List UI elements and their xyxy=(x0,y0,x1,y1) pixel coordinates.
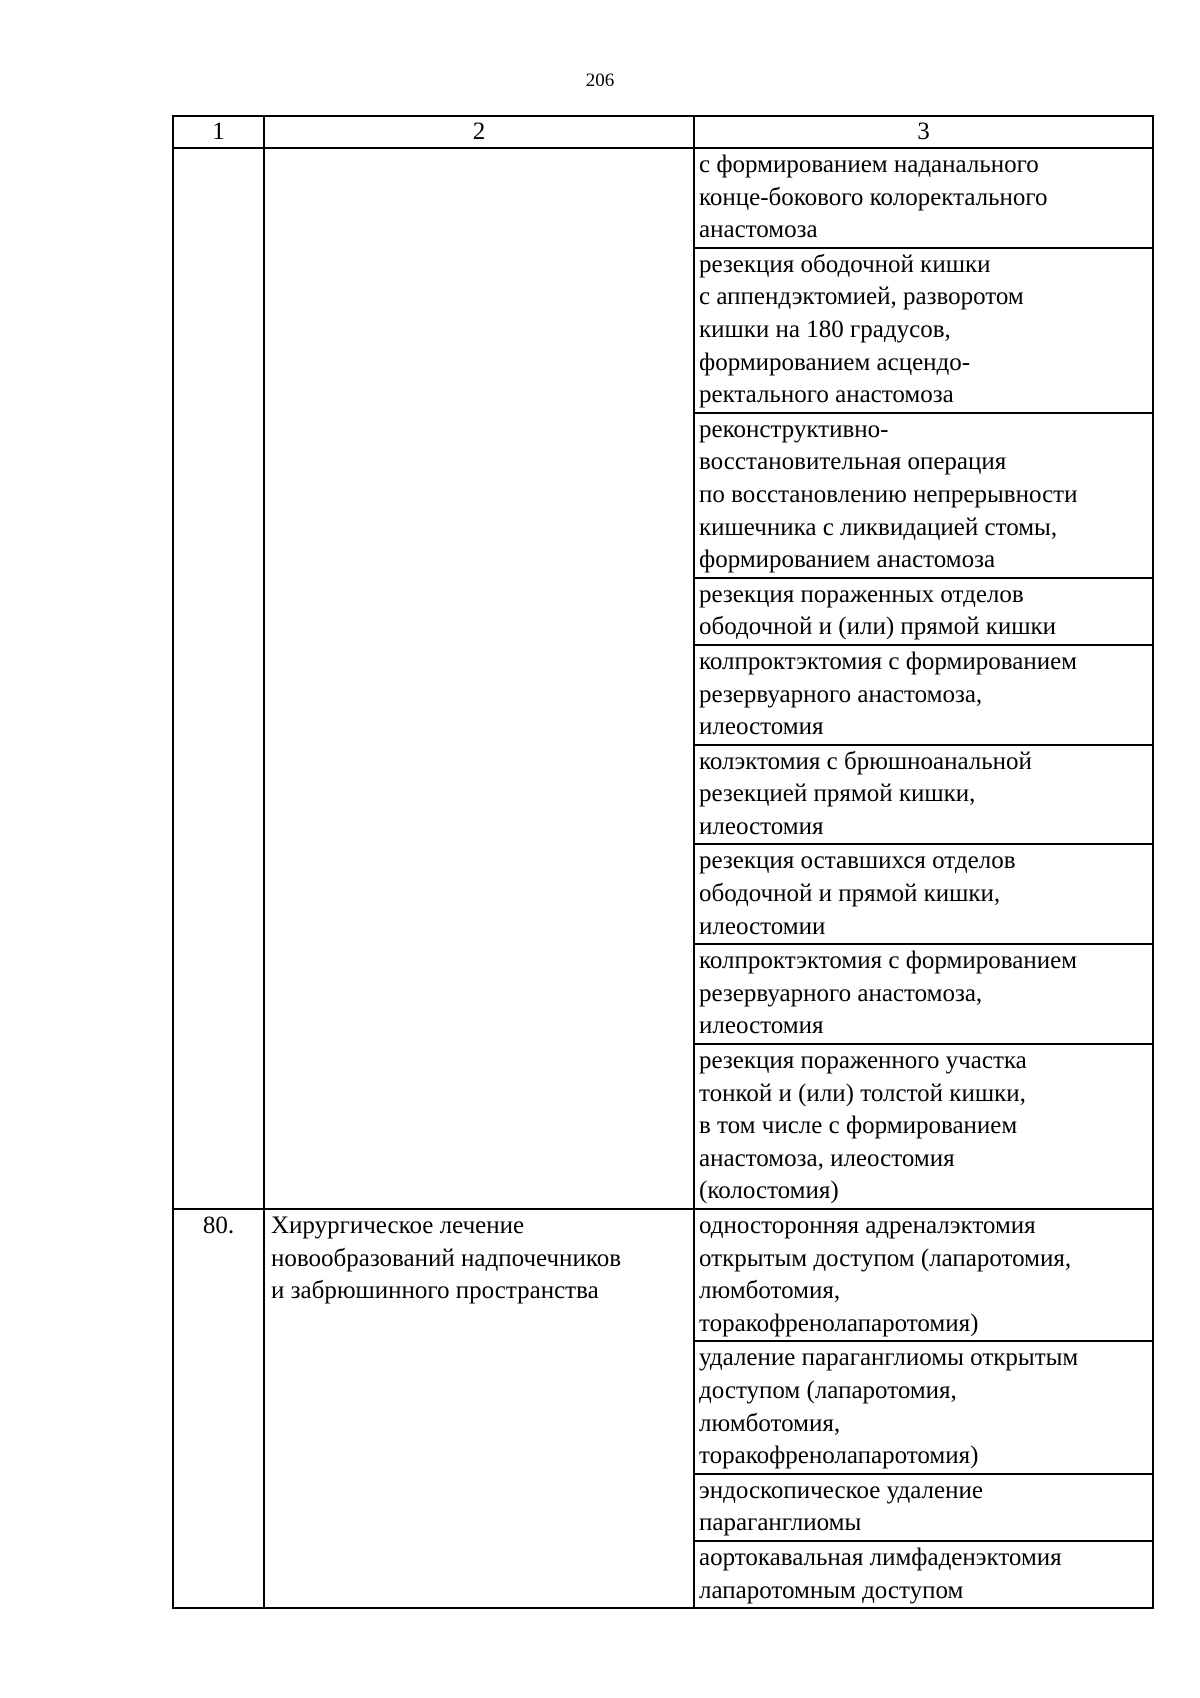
method-line: ободочной и прямой кишки, xyxy=(699,880,1001,908)
method-line: кишки на 180 градусов, xyxy=(699,315,951,343)
method-line: формированием асцендо- xyxy=(699,348,971,376)
method-line: торакофренолапаротомия) xyxy=(699,1309,979,1337)
cell-method xyxy=(694,413,1153,578)
cell-name xyxy=(264,148,694,1209)
table-row xyxy=(173,148,1153,248)
method-line: конце-бокового колоректального xyxy=(699,183,1048,211)
method-line: с формированием наданального xyxy=(699,151,1039,178)
method-line: односторонняя адреналэктомия xyxy=(699,1212,1036,1239)
cell-method xyxy=(694,1209,1153,1341)
cell-method xyxy=(694,844,1153,944)
method-line: параганглиомы xyxy=(699,1509,862,1537)
method-line: по восстановлению непрерывности xyxy=(699,480,1078,508)
method-line: илеостомия xyxy=(699,812,824,840)
header-row xyxy=(173,116,1153,148)
method-line: восстановительная операция xyxy=(699,448,1007,476)
cell-method xyxy=(694,944,1153,1044)
method-line: резервуарного анастомоза, xyxy=(699,680,983,708)
method-line: ректального анастомоза xyxy=(699,381,954,409)
name-line: Хирургическое лечение xyxy=(271,1212,525,1239)
name-line: и забрюшинного пространства xyxy=(271,1277,599,1305)
cell-method xyxy=(694,1541,1153,1608)
method-line: тонкой и (или) толстой кишки, xyxy=(699,1079,1026,1107)
method-line: эндоскопическое удаление xyxy=(699,1476,983,1504)
method-line: резервуарного анастомоза, xyxy=(699,979,983,1007)
name-line: новообразований надпочечников xyxy=(271,1244,621,1272)
method-line: резекция пораженных отделов xyxy=(699,580,1024,608)
method-line: ободочной и (или) прямой кишки xyxy=(699,613,1057,641)
method-line: люмботомия, xyxy=(699,1277,841,1305)
cell-method xyxy=(694,148,1153,248)
header-col-1: 1 xyxy=(173,116,264,148)
method-line: торакофренолапаротомия) xyxy=(699,1442,979,1470)
method-line: формированием анастомоза xyxy=(699,546,996,574)
procedures-table xyxy=(172,115,1154,1609)
cell-method xyxy=(694,1474,1153,1541)
method-line: илеостомия xyxy=(699,1012,824,1040)
method-line: (колостомия) xyxy=(699,1177,839,1205)
method-line: удаление параганглиомы открытым xyxy=(699,1344,1079,1372)
method-line: илеостомии xyxy=(699,912,826,940)
header-col-2: 2 xyxy=(264,116,694,148)
method-line: резекция ободочной кишки xyxy=(699,250,991,278)
cell-method xyxy=(694,745,1153,845)
method-line: открытым доступом (лапаротомия, xyxy=(699,1244,1072,1272)
method-line: аортокавальная лимфаденэктомия xyxy=(699,1543,1062,1571)
method-line: резекцией прямой кишки, xyxy=(699,780,976,808)
method-line: реконструктивно- xyxy=(699,415,889,443)
header-col-3: 3 xyxy=(694,116,1153,148)
method-line: анастомоза, илеостомия xyxy=(699,1144,955,1172)
cell-method xyxy=(694,578,1153,645)
page-number: 206 xyxy=(585,70,615,91)
method-line: колпроктэктомия с формированием xyxy=(699,947,1077,975)
table-row xyxy=(173,1209,1153,1341)
method-line: доступом (лапаротомия, xyxy=(699,1376,957,1404)
method-line: с аппендэктомией, разворотом xyxy=(699,283,1024,311)
method-line: резекция оставшихся отделов xyxy=(699,847,1016,875)
cell-name xyxy=(264,1209,694,1608)
cell-method xyxy=(694,1341,1153,1473)
cell-number xyxy=(173,148,264,1209)
method-line: люмботомия, xyxy=(699,1409,841,1437)
cell-method xyxy=(694,645,1153,745)
method-line: лапаротомным доступом xyxy=(699,1576,964,1604)
cell-method xyxy=(694,248,1153,413)
method-line: кишечника с ликвидацией стомы, xyxy=(699,513,1058,541)
method-line: резекция пораженного участка xyxy=(699,1047,1027,1075)
method-line: колпроктэктомия с формированием xyxy=(699,647,1077,675)
method-line: колэктомия с брюшноанальной xyxy=(699,747,1032,775)
method-line: илеостомия xyxy=(699,713,824,741)
cell-method xyxy=(694,1044,1153,1209)
method-line: в том числе с формированием xyxy=(699,1112,1018,1140)
cell-number: 80. xyxy=(173,1209,264,1608)
method-line: анастомоза xyxy=(699,216,818,244)
